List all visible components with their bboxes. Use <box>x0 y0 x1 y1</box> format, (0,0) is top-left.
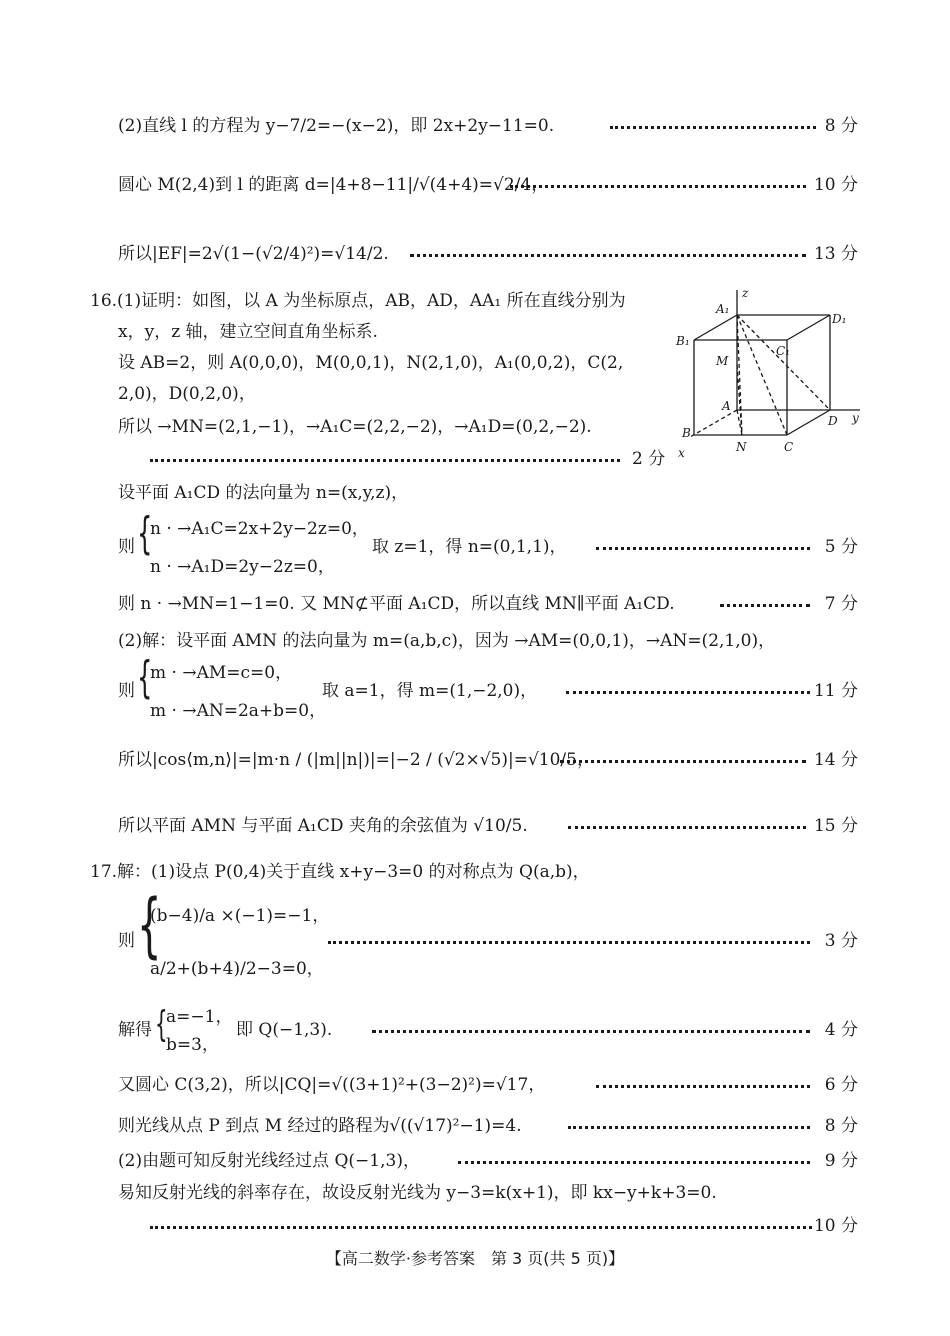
q17-line-4: 又圆心 C(3,2)，所以|CQ|=√((3+1)²+(3−2)²)=√17， <box>118 1075 546 1095</box>
score-7: 7 分 <box>824 594 858 614</box>
fig-label-C: C <box>784 440 794 454</box>
leader-dots <box>610 126 816 129</box>
q15-line-1: (2)直线 l 的方程为 y−7/2=−(x−2)，即 2x+2y−11=0. <box>118 116 555 136</box>
leader-dots <box>410 254 806 257</box>
leader-dots <box>568 826 806 829</box>
score-11: 11 分 <box>813 681 858 701</box>
leader-dots <box>568 1126 810 1129</box>
q16-line-5: 所以 →MN=(2,1,−1)，→A₁C=(2,2,−2)，→A₁D=(0,2,−2). <box>118 417 592 437</box>
q17-line-3-pre: 解得 <box>118 1020 152 1040</box>
q17-line-2b: a/2+(b+4)/2−3=0， <box>150 959 324 979</box>
score-10: 10 分 <box>813 175 858 195</box>
score-6: 6 分 <box>824 1075 858 1095</box>
leader-dots <box>458 1161 810 1164</box>
score-10b: 10 分 <box>813 1216 858 1236</box>
q16-line-3: 设 AB=2，则 A(0,0,0)，M(0,0,1)，N(2,1,0)，A₁(0,0,2)，C(2, <box>118 353 624 373</box>
q16-line-7b: n · →A₁D=2y−2z=0， <box>150 557 335 577</box>
q16-ze-2: 则 <box>118 681 135 701</box>
fig-label-y: y <box>852 411 859 425</box>
page-footer: 【高二数学·参考答案 第 3 页(共 5 页)】 <box>325 1249 625 1268</box>
q17-line-5: 则光线从点 P 到点 M 经过的路程为√((√17)²−1)=4. <box>118 1116 522 1136</box>
leader-dots <box>510 185 806 188</box>
q17-line-3c: 即 Q(−1,3). <box>236 1020 333 1040</box>
fig-label-C1: C₁ <box>776 344 790 358</box>
q16-line-6: 设平面 A₁CD 的法向量为 n=(x,y,z)， <box>118 483 409 503</box>
cube-figure <box>672 285 872 465</box>
score-4: 4 分 <box>824 1020 858 1040</box>
fig-label-M: M <box>716 354 729 368</box>
q17-line-2a: (b−4)/a ×(−1)=−1， <box>150 906 330 926</box>
fig-label-A1: A₁ <box>716 302 730 316</box>
q15-line-3: 所以|EF|=2√(1−(√2/4)²)=√14/2. <box>118 244 389 264</box>
leader-dots <box>372 1030 810 1033</box>
score-5: 5 分 <box>824 537 858 557</box>
x-axis <box>690 410 737 437</box>
fig-label-B: B <box>682 426 691 440</box>
q16-line-1: 16.(1)证明：如图，以 A 为坐标原点，AB，AD，AA₁ 所在直线分别为 <box>90 291 626 311</box>
q17-line-7: 易知反射光线的斜率存在，故设反射光线为 y−3=k(x+1)，即 kx−y+k+3=0. <box>118 1183 717 1203</box>
brace: { <box>137 508 153 559</box>
fig-label-A: A <box>722 399 731 413</box>
score-15: 15 分 <box>813 816 858 836</box>
q16-line-7c: 取 z=1，得 n=(0,1,1)， <box>372 537 567 557</box>
score-8: 8 分 <box>824 116 858 136</box>
q16-line-9: (2)解：设平面 AMN 的法向量为 m=(a,b,c)，因为 →AM=(0,0,1)，→AN=(2,1,0)， <box>118 631 776 651</box>
q16-line-10b: m · →AN=2a+b=0， <box>150 701 327 721</box>
leader-dots <box>720 604 810 607</box>
fig-label-N: N <box>736 440 747 454</box>
leader-dots <box>328 941 810 944</box>
q15-line-2: 圆心 M(2,4)到 l 的距离 d=|4+8−11|/√(4+4)=√2/4， <box>118 175 549 195</box>
brace: { <box>137 884 162 966</box>
fig-label-B1: B₁ <box>676 334 690 348</box>
brace: { <box>137 652 153 703</box>
fig-label-x: x <box>678 446 685 460</box>
score-13: 13 分 <box>813 244 858 264</box>
leader-dots <box>596 1085 810 1088</box>
leader-dots <box>150 459 620 462</box>
q17-line-3a: a=−1， <box>166 1007 233 1027</box>
q16-line-2: x，y，z 轴，建立空间直角坐标系. <box>118 322 378 342</box>
q16-line-7a: n · →A₁C=2x+2y−2z=0， <box>150 519 369 539</box>
score-8b: 8 分 <box>824 1116 858 1136</box>
brace: { <box>155 1004 168 1045</box>
q17-ze: 则 <box>118 931 135 951</box>
q16-ze-1: 则 <box>118 537 135 557</box>
q16-line-10c: 取 a=1，得 m=(1,−2,0)， <box>322 681 538 701</box>
score-14: 14 分 <box>813 750 858 770</box>
q16-line-10a: m · →AM=c=0， <box>150 663 293 683</box>
score-9: 9 分 <box>824 1151 858 1171</box>
score-3: 3 分 <box>824 931 858 951</box>
q16-line-8: 则 n · →MN=1−1=0. 又 MN⊄平面 A₁CD，所以直线 MN∥平面 A₁CD. <box>118 594 675 614</box>
q17-line-1: 17.解：(1)设点 P(0,4)关于直线 x+y−3=0 的对称点为 Q(a,b)， <box>90 862 590 882</box>
score-2: 2 分 <box>632 449 666 469</box>
q16-line-4: 2,0)，D(0,2,0)， <box>118 384 256 404</box>
leader-dots <box>596 547 810 550</box>
q17-line-3b: b=3， <box>166 1035 219 1055</box>
leader-dots <box>566 691 810 694</box>
q17-line-6: (2)由题可知反射光线经过点 Q(−1,3)， <box>118 1151 420 1171</box>
fig-label-D1: D₁ <box>832 312 847 326</box>
fig-label-D: D <box>828 414 838 428</box>
fig-label-z: z <box>742 286 749 300</box>
leader-dots <box>150 1226 812 1229</box>
leader-dots <box>560 760 806 763</box>
q16-line-11: 所以|cos⟨m,n⟩|=|m·n / (|m||n|)|=|−2 / (√2×√5)|=√10/5， <box>118 750 594 770</box>
q16-line-12: 所以平面 AMN 与平面 A₁CD 夹角的余弦值为 √10/5. <box>118 816 528 836</box>
